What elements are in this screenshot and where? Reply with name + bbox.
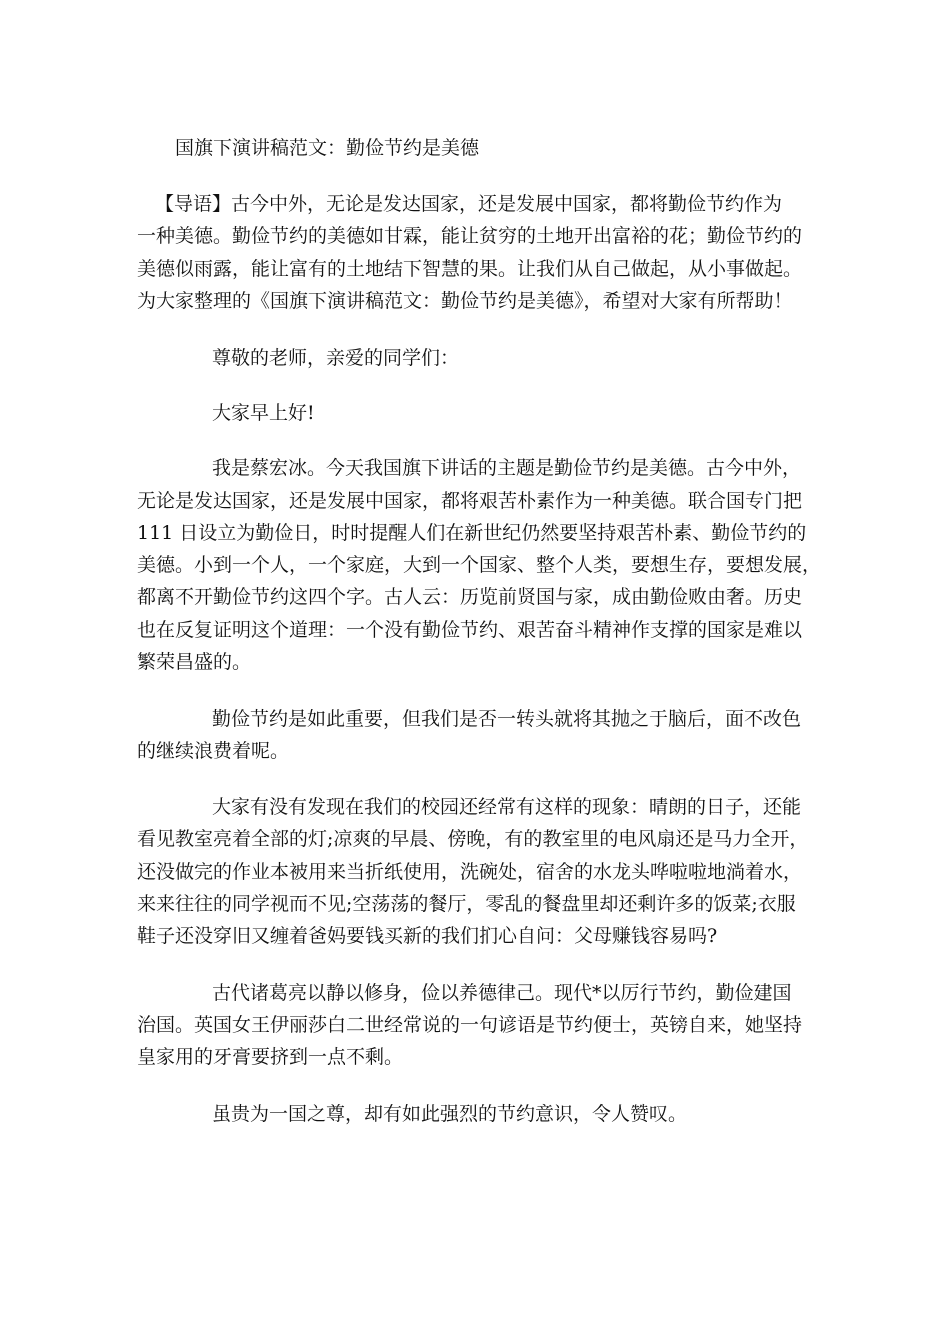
greeting: 尊敬的老师，亲爱的同学们： <box>212 347 460 369</box>
paragraph-line: 皇家用的牙膏要挤到一点不剩。 <box>137 1046 404 1068</box>
paragraph-line: 美德。小到一个人，一个家庭，大到一个国家、整个人类，要想生存，要想发展， <box>137 554 822 576</box>
intro-line: 【导语】古今中外，无论是发达国家，还是发展中国家，都将勤俭节约作为 <box>155 193 783 215</box>
paragraph-line: 古代诸葛亮以静以修身，俭以养德律己。现代*以厉行节约，勤俭建国 <box>212 982 792 1004</box>
paragraph-line: 都离不开勤俭节约这四个字。古人云：历览前贤国与家，成由勤俭败由奢。历史 <box>137 586 803 608</box>
paragraph-line: 来来往往的同学视而不见;空荡荡的餐厅，零乱的餐盘里却还剩许多的饭菜;衣服 <box>137 893 796 915</box>
paragraph-line: 大家有没有发现在我们的校园还经常有这样的现象：晴朗的日子，还能 <box>212 796 802 818</box>
morning-greeting: 大家早上好! <box>212 402 315 424</box>
paragraph-line: 看见教室亮着全部的灯;凉爽的早晨、傍晚，有的教室里的电风扇还是马力全开， <box>137 828 809 850</box>
paragraph-line: 的继续浪费着呢。 <box>137 740 290 762</box>
paragraph-line: 也在反复证明这个道理：一个没有勤俭节约、艰苦奋斗精神作支撑的国家是难以 <box>137 619 803 641</box>
paragraph-line: 治国。英国女王伊丽莎白二世经常说的一句谚语是节约便士，英镑自来，她坚持 <box>137 1014 803 1036</box>
body-paragraph-5: 虽贵为一国之尊，却有如此强烈的节约意识，令人赞叹。 <box>212 1103 688 1125</box>
paragraph-line: 还没做完的作业本被用来当折纸使用，洗碗处，宿舍的水龙头哗啦啦地淌着水， <box>137 861 803 883</box>
paragraph-line: 111 日设立为勤俭日，时时提醒人们在新世纪仍然要坚持艰苦朴素、勤俭节约的 <box>137 522 807 544</box>
intro-line: 为大家整理的《国旗下演讲稿范文：勤俭节约是美德》，希望对大家有所帮助！ <box>137 290 793 312</box>
paragraph-line: 鞋子还没穿旧又缠着爸妈要钱买新的我们扪心自问：父母赚钱容易吗? <box>137 925 718 947</box>
document-title: 国旗下演讲稿范文：勤俭节约是美德 <box>175 137 480 159</box>
paragraph-line: 我是蔡宏冰。今天我国旗下讲话的主题是勤俭节约是美德。古今中外， <box>212 457 802 479</box>
intro-line: 美德似雨露，能让富有的土地结下智慧的果。让我们从自己做起，从小事做起。 <box>137 258 803 280</box>
intro-line: 一种美德。勤俭节约的美德如甘霖，能让贫穷的土地开出富裕的花；勤俭节约的 <box>137 225 803 247</box>
paragraph-line: 无论是发达国家，还是发展中国家，都将艰苦朴素作为一种美德。联合国专门把 <box>137 490 803 512</box>
paragraph-line: 繁荣昌盛的。 <box>137 651 252 673</box>
paragraph-line: 勤俭节约是如此重要，但我们是否一转头就将其抛之于脑后，面不改色 <box>212 708 802 730</box>
